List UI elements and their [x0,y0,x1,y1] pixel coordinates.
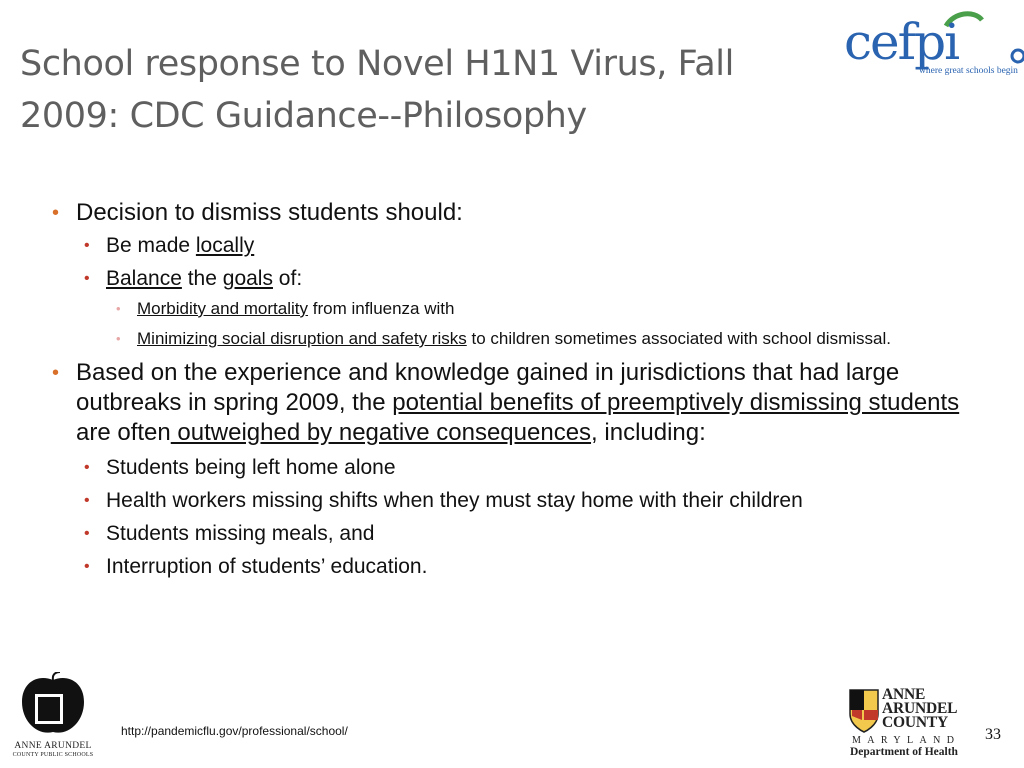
aacps-name-line2: COUNTY PUBLIC SCHOOLS [12,752,94,758]
aadh-state: MARYLAND [852,735,961,746]
cefpi-tagline: where great schools begin [919,66,1018,76]
aadh-name: ANNE ARUNDEL COUNTY [882,686,958,731]
slide-title-line1: School response to Novel H1N1 Virus, Fall [20,44,734,84]
county-shield-icon [848,688,880,734]
subbullet-made-locally: • Be made locally [84,234,255,257]
slide-title [20,38,840,142]
subbullet-left-home-alone: • Students being left home alone [84,456,396,479]
subbullet-balance-goals: • Balance the goals of: [84,267,303,290]
bullet-dot-icon: • [52,202,60,224]
bullet-dot-icon: • [52,362,60,384]
bullet-dot-icon: • [84,558,90,575]
bullet-dot-icon: • [116,331,121,346]
bullet-dot-icon: • [84,270,90,287]
bullet-dot-icon: • [84,237,90,254]
aa-health-dept-logo [848,688,978,762]
bullet-list [48,198,998,580]
source-url: http://pandemicflu.gov/professional/school/ [121,724,348,738]
cefpi-wordmark: cefpi [844,13,959,71]
subsubbullet-morbidity: • Morbidity and mortality from influenza with [116,299,455,318]
slide-body [48,198,998,586]
page-number: 33 [985,726,1001,743]
aacps-logo [8,672,98,764]
bullet-experience-knowledge: • Based on the experience and knowledge gained in jurisdictions that had large outbreaks in spring 2009, the potential benefits of preemptively dismissing students are often outweighed by negative consequences, including: [52,359,960,446]
subsubbullet-social-disruption: • Minimizing social disruption and safety risks to children sometimes associated with school dismissal. [116,329,891,348]
subbullet-missing-meals: • Students missing meals, and [84,522,375,545]
bullet-dot-icon: • [84,492,90,509]
bullet-dot-icon: • [84,459,90,476]
bullet-dot-icon: • [116,301,121,316]
aadh-department: Department of Health [850,746,958,758]
bullet-dot-icon: • [84,525,90,542]
bullet-dismiss-decision: • Decision to dismiss students should: [52,199,463,226]
aacps-apple-icon [8,672,98,740]
slide-title-line2: 2009: CDC Guidance--Philosophy [20,96,587,136]
subbullet-health-workers: • Health workers missing shifts when they must stay home with their children [84,489,803,512]
subbullet-interruption-education: • Interruption of students’ education. [84,555,428,578]
cefpi-logo [842,8,1024,88]
aacps-name-line1: ANNE ARUNDEL [14,741,92,751]
underlined-locally: locally [195,234,255,257]
